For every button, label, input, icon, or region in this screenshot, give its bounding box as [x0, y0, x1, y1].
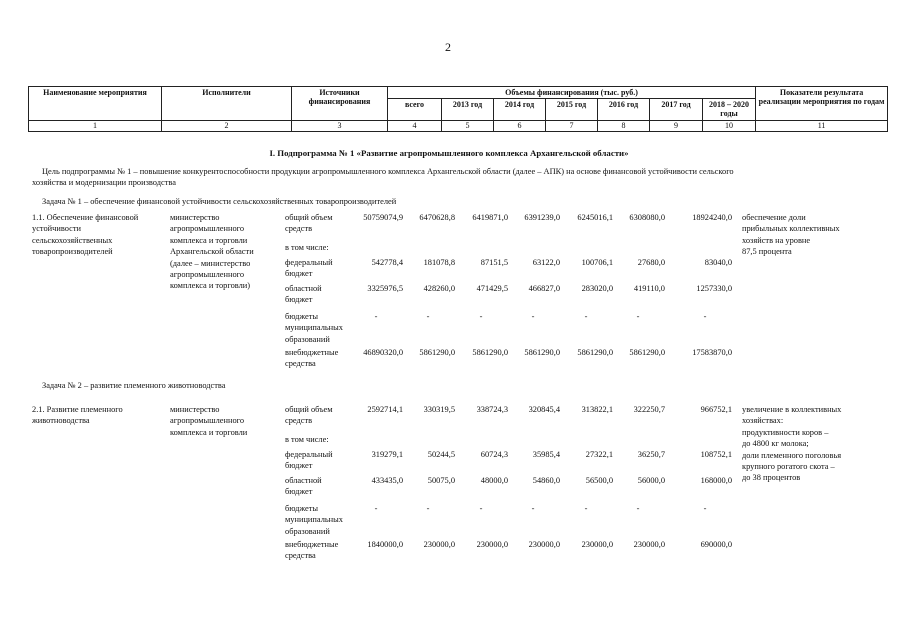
- funding-value: 6308080,0: [629, 213, 665, 222]
- page-number: 2: [445, 40, 451, 54]
- col-executors-header: Исполнители: [162, 87, 292, 121]
- block1-executor-line: комплекса и торговли): [170, 281, 251, 291]
- block2-in-that-label: в том числе:: [285, 435, 329, 444]
- task-1-heading: Задача № 1 – обеспечение финансовой устойчивости сельскохозяйственных товаропроизводителей: [42, 197, 397, 206]
- block1-executor-line: (далее – министерство: [170, 258, 251, 268]
- table-header: [28, 86, 888, 132]
- block1-name-line: 1.1. Обеспечение финансовой: [32, 213, 139, 222]
- funding-value: 36250,7: [637, 450, 665, 459]
- goal-text-line1: Цель подпрограммы № 1 – повышение конкурентоспособности продукции агропромышленного комплекса Архангельской области (далее – АПК) на основе финансовой устойчивости сельского: [42, 167, 734, 176]
- funding-value: -: [426, 504, 430, 513]
- block1-result-line: хозяйств на уровне: [742, 235, 811, 245]
- funding-value: 338724,3: [476, 405, 508, 414]
- funding-value: 1840000,0: [367, 540, 403, 549]
- block1-executor-line: агропромышленного: [170, 224, 245, 234]
- block2-executor-line: агропромышленного: [170, 416, 245, 426]
- col-number: 5: [442, 120, 494, 131]
- funding-value: -: [584, 312, 588, 321]
- funding-value: -: [531, 312, 535, 321]
- source-label: общий объем: [285, 213, 333, 222]
- funding-value: 690000,0: [700, 540, 732, 549]
- source-label: внебюджетные: [285, 540, 339, 549]
- funding-value: 46890320,0: [363, 348, 403, 357]
- funding-value: 433435,0: [371, 476, 403, 485]
- source-label: средства: [285, 359, 316, 369]
- funding-value: 108752,1: [700, 450, 732, 459]
- block1-result-line: прибыльных коллективных: [742, 224, 840, 234]
- col-number: 8: [598, 120, 650, 131]
- funding-value: -: [374, 504, 378, 513]
- block1-result-line: обеспечение доли: [742, 213, 806, 222]
- col-number: 9: [650, 120, 703, 131]
- funding-value: 60724,3: [480, 450, 508, 459]
- funding-value: 63122,0: [532, 258, 560, 267]
- funding-value: 87151,5: [480, 258, 508, 267]
- block2-executor-line: комплекса и торговли: [170, 427, 248, 437]
- funding-value: -: [703, 504, 707, 513]
- funding-value: 48000,0: [480, 476, 508, 485]
- task-2-heading: Задача № 2 – развитие племенного животноводства: [42, 381, 226, 390]
- goal-text-line2: хозяйства и модернизации производства: [32, 178, 176, 187]
- col-number: 2: [162, 120, 292, 131]
- source-label: бюджет: [285, 269, 313, 279]
- funding-value: 542778,4: [371, 258, 403, 267]
- funding-value: 5861290,0: [524, 348, 560, 357]
- source-label: областной: [285, 476, 322, 485]
- funding-value: 6470628,8: [419, 213, 455, 222]
- funding-value: -: [426, 312, 430, 321]
- funding-value: 6419871,0: [472, 213, 508, 222]
- funding-value: 466827,0: [528, 284, 560, 293]
- funding-value: -: [703, 312, 707, 321]
- source-label: федеральный: [285, 450, 333, 459]
- col-name-header: Наименование мероприятия: [29, 87, 162, 121]
- sub-2014-header: 2014 год: [494, 99, 546, 120]
- block1-name-line: товаропроизводителей: [32, 247, 113, 257]
- funding-value: -: [479, 504, 483, 513]
- block1-in-that-label: в том числе:: [285, 243, 329, 252]
- block1-executor-line: министерство: [170, 213, 220, 222]
- funding-value: 330319,5: [423, 405, 455, 414]
- funding-value: 35985,4: [532, 450, 560, 459]
- funding-value: 319279,1: [371, 450, 403, 459]
- block2-result-line: до 38 процентов: [742, 473, 801, 483]
- source-label: средств: [285, 224, 313, 234]
- col-funding-header: Объемы финансирования (тыс. руб.): [388, 87, 756, 99]
- funding-value: -: [531, 504, 535, 513]
- funding-value: 1257330,0: [696, 284, 732, 293]
- funding-value: -: [479, 312, 483, 321]
- block2-result-line: продуктивности коров –: [742, 427, 829, 437]
- sub-total-header: всего: [388, 99, 442, 120]
- source-label: общий объем: [285, 405, 333, 414]
- funding-value: 18924240,0: [692, 213, 732, 222]
- funding-value: 17583870,0: [692, 348, 732, 357]
- block1-name-line: сельскохозяйственных: [32, 235, 113, 245]
- funding-value: 230000,0: [476, 540, 508, 549]
- funding-value: 230000,0: [633, 540, 665, 549]
- funding-value: 50244,5: [427, 450, 455, 459]
- funding-value: 54860,0: [532, 476, 560, 485]
- funding-value: 6245016,1: [577, 213, 613, 222]
- block2-result-line: крупного рогатого скота –: [742, 462, 835, 471]
- funding-value: 6391239,0: [524, 213, 560, 222]
- funding-value: 320845,4: [528, 405, 560, 414]
- source-label: федеральный: [285, 258, 333, 267]
- sub-2017-header: 2017 год: [650, 99, 703, 120]
- block1-executor-line: комплекса и торговли: [170, 235, 248, 245]
- funding-value: 5861290,0: [629, 348, 665, 357]
- section-title: I. Подпрограмма № 1 «Развитие агропромышленного комплекса Архангельской области»: [269, 148, 629, 158]
- source-label: средства: [285, 551, 316, 561]
- block1-name-line: устойчивости: [32, 224, 81, 234]
- funding-value: 230000,0: [528, 540, 560, 549]
- source-label: бюджет: [285, 295, 313, 305]
- funding-value: 83040,0: [704, 258, 732, 267]
- block2-result-line: увеличение в коллективных: [742, 405, 842, 414]
- col-number: 4: [388, 120, 442, 131]
- block2-executor-line: министерство: [170, 405, 220, 414]
- block2-result-line: до 4800 кг молока;: [742, 439, 809, 449]
- funding-value: 3325976,5: [367, 284, 403, 293]
- funding-value: -: [374, 312, 378, 321]
- source-label: бюджет: [285, 487, 313, 497]
- block2-name-line: 2.1. Развитие племенного: [32, 405, 123, 414]
- funding-value: 5861290,0: [577, 348, 613, 357]
- source-label: областной: [285, 284, 322, 293]
- funding-value: 5861290,0: [472, 348, 508, 357]
- sub-2018-2020-header: 2018 – 2020 годы: [703, 99, 756, 120]
- source-label: средств: [285, 416, 313, 426]
- funding-value: 428260,0: [423, 284, 455, 293]
- funding-value: 50075,0: [427, 476, 455, 485]
- block2-result-line: доли племенного поголовья: [742, 450, 842, 460]
- source-label: муниципальных: [285, 515, 343, 525]
- source-label: образований: [285, 334, 330, 344]
- col-number: 3: [292, 120, 388, 131]
- funding-value: 313822,1: [581, 405, 613, 414]
- source-label: внебюджетные: [285, 348, 339, 357]
- funding-value: 181078,8: [423, 258, 455, 267]
- col-number: 6: [494, 120, 546, 131]
- source-label: муниципальных: [285, 323, 343, 333]
- funding-value: 100706,1: [581, 258, 613, 267]
- block1-executor-line: Архангельской области: [170, 247, 254, 257]
- funding-value: 5861290,0: [419, 348, 455, 357]
- col-sources-header: Источники финансирования: [292, 87, 388, 121]
- block1-result-line: 87,5 процента: [742, 247, 792, 257]
- col-number: 7: [546, 120, 598, 131]
- sub-2015-header: 2015 год: [546, 99, 598, 120]
- funding-value: 283020,0: [581, 284, 613, 293]
- source-label: образований: [285, 526, 330, 536]
- funding-value: -: [636, 504, 640, 513]
- funding-value: 966752,1: [700, 405, 732, 414]
- source-label: бюджеты: [285, 504, 319, 513]
- funding-value: 2592714,1: [367, 405, 403, 414]
- col-number: 11: [756, 120, 888, 131]
- funding-value: 27680,0: [637, 258, 665, 267]
- block2-name-line: животноводства: [32, 416, 90, 426]
- funding-value: 56500,0: [585, 476, 613, 485]
- sub-2016-header: 2016 год: [598, 99, 650, 120]
- funding-value: 56000,0: [637, 476, 665, 485]
- source-label: бюджеты: [285, 312, 319, 321]
- funding-value: -: [584, 504, 588, 513]
- col-results-header: Показатели результата реализации мероприятия по годам: [756, 87, 888, 121]
- col-number: 10: [703, 120, 756, 131]
- col-number: 1: [29, 120, 162, 131]
- funding-value: 27322,1: [585, 450, 613, 459]
- funding-value: 230000,0: [423, 540, 455, 549]
- funding-value: 419110,0: [633, 284, 665, 293]
- block1-executor-line: агропромышленного: [170, 270, 245, 279]
- funding-value: 168000,0: [700, 476, 732, 485]
- block2-result-line: хозяйствах:: [742, 416, 784, 426]
- funding-value: 322250,7: [633, 405, 665, 414]
- funding-value: -: [636, 312, 640, 321]
- funding-value: 230000,0: [581, 540, 613, 549]
- sub-2013-header: 2013 год: [442, 99, 494, 120]
- source-label: бюджет: [285, 461, 313, 471]
- funding-value: 471429,5: [476, 284, 508, 293]
- funding-value: 50759074,9: [363, 213, 403, 222]
